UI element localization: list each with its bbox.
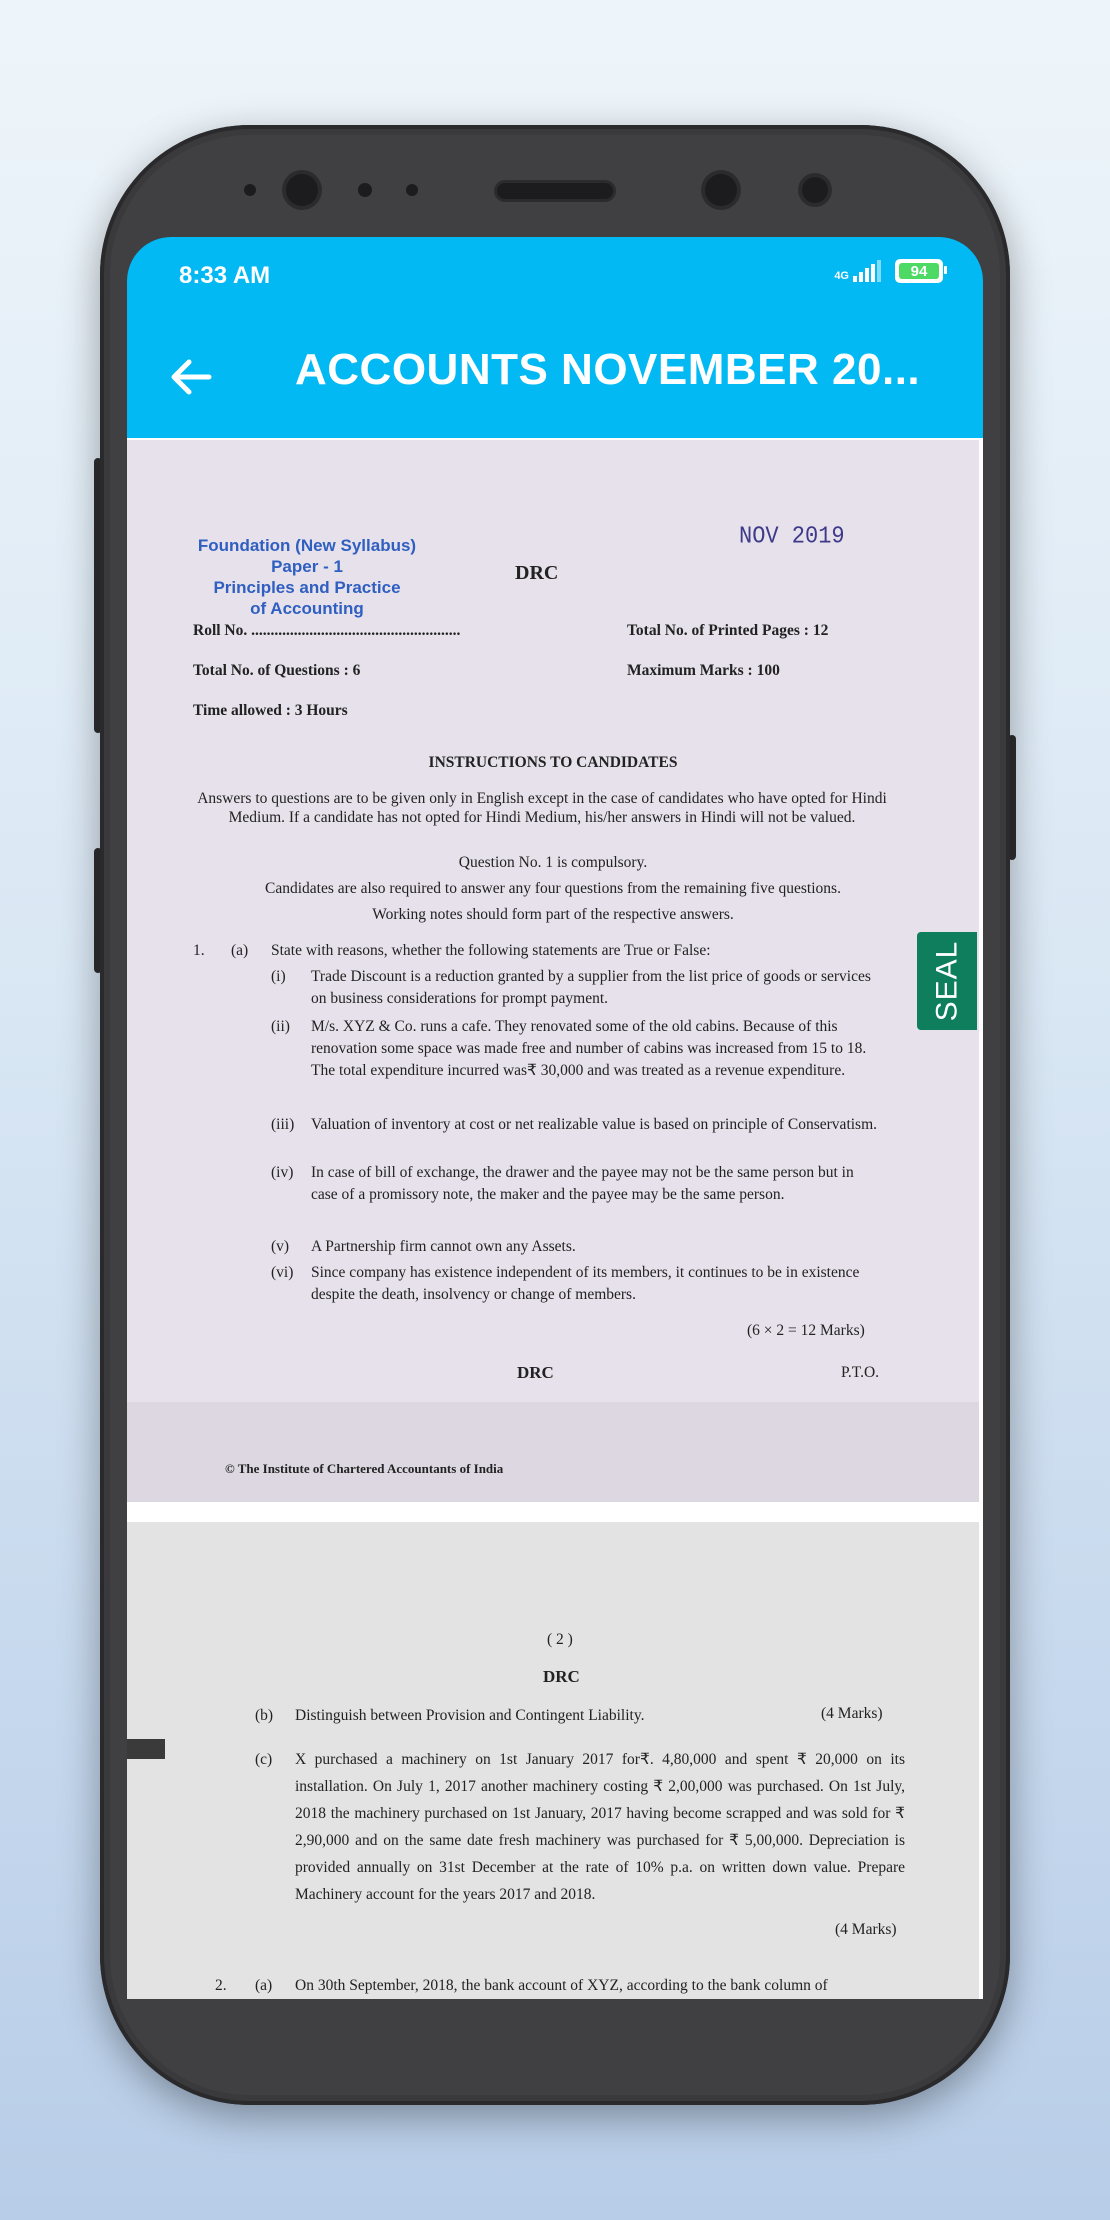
sensor-dot <box>406 184 418 196</box>
instruction-text: Working notes should form part of the respective answers. <box>372 906 734 923</box>
item-number: (v) <box>271 1238 290 1255</box>
sensor-dot <box>244 184 256 196</box>
footer-code: DRC <box>517 1363 554 1382</box>
pdf-viewer[interactable] <box>127 438 983 1999</box>
question-number: 1. <box>193 942 205 959</box>
arrow-left-icon <box>169 357 213 397</box>
pdf-page-2 <box>127 1522 979 1999</box>
item-number: (ii) <box>271 1018 290 1035</box>
status-bar <box>127 237 983 317</box>
instruction-text: Candidates are also required to answer any four questions from the remaining five questions. <box>265 880 841 897</box>
question-text: X purchased a machinery on 1st January 2017 for₹. 4,80,000 and spent ₹ 20,000 on its installation. On July 1, 2017 another machinery costing ₹ 2,00,000 was purchased. On 1st July, 2018 the machinery purchased on 1st January, 2017 having become scrapped and was sold for ₹ 2,90,000 and on the same date fresh machinery was purchased for ₹ 5,00,000. Depreciation is provided annually on 31st December at the rate of 10% p.a. on written down value. Prepare Machinery account for the years 2017 and 2018. <box>295 1751 905 1903</box>
instructions-heading: INSTRUCTIONS TO CANDIDATES <box>428 754 678 771</box>
date-stamp: NOV 2019 <box>739 522 845 551</box>
question-number: 2. <box>215 1977 227 1994</box>
sub-question-label: (a) <box>255 1977 273 1994</box>
total-questions: Total No. of Questions : 6 <box>193 662 361 679</box>
item-number: (i) <box>271 968 286 985</box>
item-text: Valuation of inventory at cost or net realizable value is based on principle of Conservatism. <box>311 1116 878 1133</box>
stamp-line: Paper - 1 <box>271 557 343 576</box>
copyright: © The Institute of Chartered Accountants of India <box>225 1461 504 1476</box>
earpiece-speaker <box>497 183 613 199</box>
instruction-text: Question No. 1 is compulsory. <box>458 854 648 871</box>
stamp-line: of Accounting <box>250 599 364 618</box>
question-text: Distinguish between Provision and Contingent Liability. <box>295 1707 645 1724</box>
instruction-text: Answers to questions are to be given only in English except in the case of candidates who have opted for Hindi Medium. If a candidate has not opted for Hindi Medium, his/her answers in Hindi will not be valued. <box>197 790 887 826</box>
sub-question-label: (b) <box>255 1707 274 1724</box>
scan-mark <box>127 1739 165 1759</box>
item-number: (iv) <box>271 1164 294 1181</box>
battery-level: 94 <box>910 262 928 280</box>
marks-note: (4 Marks) <box>821 1705 883 1722</box>
question-text: State with reasons, whether the following statements are True or False: <box>271 942 711 959</box>
sub-question-label: (c) <box>255 1751 273 1768</box>
maximum-marks: Maximum Marks : 100 <box>627 662 780 679</box>
signal-icon <box>834 260 881 282</box>
question-text: On 30th September, 2018, the bank account of XYZ, according to the bank column of <box>295 1977 828 1994</box>
pdf-page-1 <box>127 440 979 1502</box>
item-text: A Partnership firm cannot own any Assets. <box>311 1238 576 1255</box>
status-time: 8:33 AM <box>179 262 271 289</box>
back-button[interactable] <box>163 349 219 405</box>
page-number: ( 2 ) <box>547 1631 573 1648</box>
seal-label: SEAL <box>930 940 963 1022</box>
time-allowed: Time allowed : 3 Hours <box>193 702 348 719</box>
battery-icon <box>895 259 943 283</box>
stamp-line: Foundation (New Syllabus) <box>197 536 417 555</box>
marks-note: (4 Marks) <box>835 1921 897 1938</box>
item-text: In case of bill of exchange, the drawer and the payee may not be the same person but in case of a promissory note, the maker and the payee may be the same person. <box>311 1164 854 1203</box>
item-number: (vi) <box>271 1264 294 1281</box>
stamp-line: Principles and Practice <box>213 578 401 597</box>
paper-code: DRC <box>515 562 559 584</box>
front-camera-icon <box>802 177 828 203</box>
item-text: Since company has existence independent of its members, it continues to be in existence despite the death, insolvency or change of members. <box>311 1264 860 1303</box>
front-camera-icon <box>286 174 318 206</box>
network-label: 4G <box>834 270 849 282</box>
marks-note: (6 × 2 = 12 Marks) <box>747 1322 865 1339</box>
pto-label: P.T.O. <box>841 1364 880 1381</box>
item-number: (iii) <box>271 1116 295 1133</box>
roll-no: Roll No. ...................................................... <box>193 622 461 639</box>
sensor-dot <box>358 183 372 197</box>
front-camera-icon <box>705 174 737 206</box>
sub-question-label: (a) <box>231 942 249 959</box>
app-bar <box>127 317 983 438</box>
page-title: ACCOUNTS NOVEMBER 20... <box>295 345 921 394</box>
phone-screen <box>127 237 983 1999</box>
item-text: Trade Discount is a reduction granted by a supplier from the list price of goods or services on business considerations for prompt payment. <box>311 968 871 1007</box>
paper-code: DRC <box>543 1667 580 1686</box>
total-pages: Total No. of Printed Pages : 12 <box>627 622 829 639</box>
syllabus-stamp <box>192 535 422 619</box>
seal-tab <box>917 932 977 1030</box>
item-text: M/s. XYZ & Co. runs a cafe. They renovated some of the old cabins. Because of this renovation some space was made free and number of cabins was increased from 15 to 18. The total expenditure incurred was₹ 30,000 and was treated as a revenue expenditure. <box>311 1018 867 1079</box>
